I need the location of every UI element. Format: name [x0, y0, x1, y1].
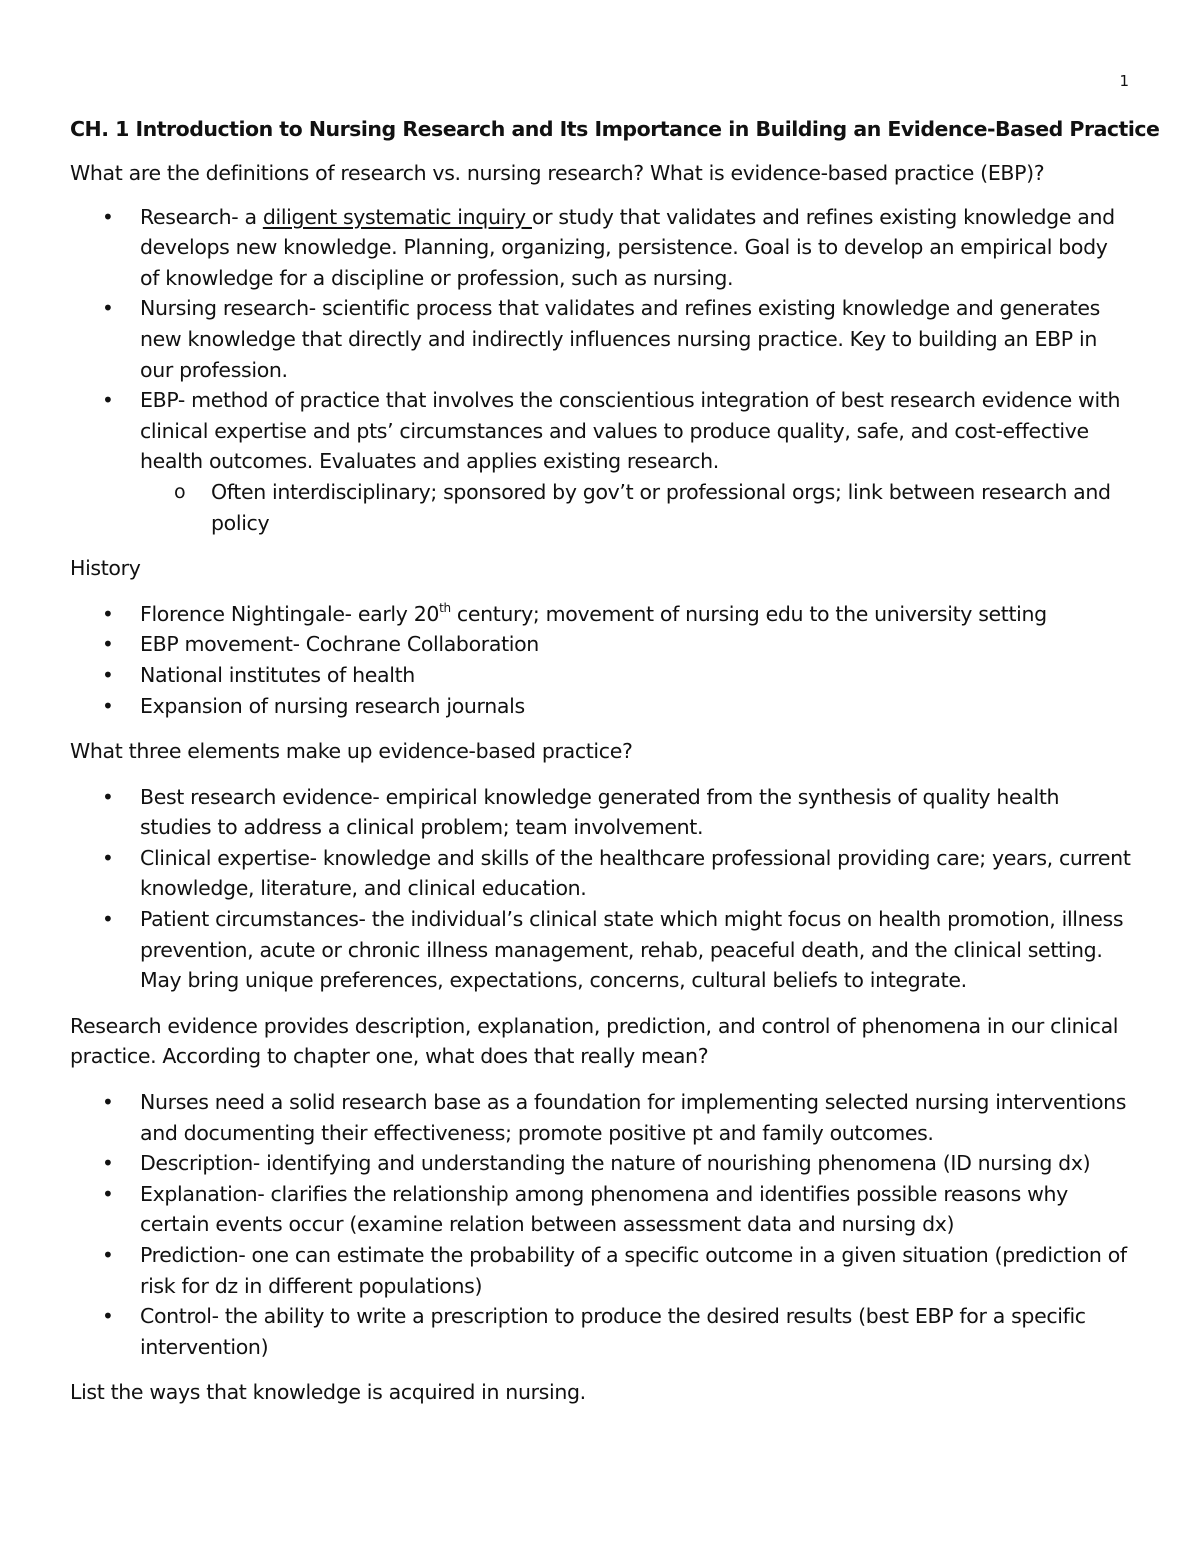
page-title: CH. 1 Introduction to Nursing Research and Its Importance in Building an Evidence-Based Practice [70, 117, 1160, 141]
element-item: Best research evidence- empirical knowledge generated from the synthesis of quality health studies to address a clinical problem; team involvement. [140, 784, 1060, 840]
list-item [70, 1301, 1132, 1362]
research-evidence-list [70, 1087, 1132, 1362]
research-evidence-question: Research evidence provides description, explanation, prediction, and control of phenomena in our clinical practice. According to chapter one, what does that really mean? [70, 1013, 1119, 1069]
research-definition: or study that validates and refines existing knowledge and develops new knowledge. Planning, organizing, persistence. Goal is to develop an empirical body of knowledge for a discipline or profession, such as nursing. [140, 204, 1115, 290]
last-question: List the ways that knowledge is acquired in nursing. [70, 1380, 586, 1405]
list-item [70, 1148, 1132, 1179]
sub-list-item [140, 477, 1132, 538]
list-item [70, 1087, 1132, 1148]
definitions-question: What are the definitions of research vs. nursing research? What is evidence-based practice (EBP)? [70, 161, 1045, 185]
list-item [70, 782, 1132, 843]
bullet-icon: • [102, 907, 114, 932]
bullet-icon: • [102, 296, 114, 321]
list-item [70, 629, 1132, 660]
list-item [70, 843, 1132, 904]
bullet-icon: • [102, 601, 114, 626]
elements-question: What three elements make up evidence-based practice? [70, 739, 633, 764]
bullet-icon: • [102, 632, 114, 657]
sub-bullet-icon: o [174, 480, 186, 503]
list-item [70, 599, 1132, 630]
superscript-th: th [439, 600, 451, 615]
list-item [70, 385, 1132, 538]
history-item: EBP movement- Cochrane Collaboration [140, 632, 539, 657]
elements-list [70, 782, 1132, 996]
evidence-item: Description- identifying and understanding the nature of nourishing phenomena (ID nursing dx) [140, 1151, 1091, 1176]
research-underlined-term: diligent systematic inquiry [262, 204, 532, 229]
history-heading: History [70, 556, 141, 581]
bullet-icon: • [102, 693, 114, 718]
nursing-research-definition: Nursing research- scientific process that validates and refines existing knowledge and generates new knowledge that directly and indirectly influences nursing practice. Key to building an EBP in our profession. [140, 296, 1100, 382]
ebp-sub-text: Often interdisciplinary; sponsored by gov’t or professional orgs; link between research and policy [211, 479, 1111, 535]
list-item [70, 293, 1132, 385]
evidence-item: Prediction- one can estimate the probability of a specific outcome in a given situation (prediction of risk for dz in different populations) [140, 1243, 1127, 1298]
list-item [70, 1240, 1132, 1301]
bullet-icon: • [102, 784, 114, 809]
history-list [70, 599, 1132, 721]
ebp-sublist [140, 477, 1132, 538]
bullet-icon: • [102, 845, 114, 870]
research-lead: Research- a [140, 204, 263, 229]
evidence-item: Nurses need a solid research base as a foundation for implementing selected nursing interventions and documenting their effectiveness; promote positive pt and family outcomes. [140, 1090, 1127, 1145]
bullet-icon: • [102, 662, 114, 687]
list-item [70, 202, 1132, 294]
nightingale-rest: century; movement of nursing edu to the university setting [450, 601, 1047, 626]
evidence-item: Explanation- clarifies the relationship among phenomena and identifies possible reasons why certain events occur (examine relation between assessment data and nursing dx) [140, 1181, 1068, 1237]
document-body [70, 112, 1160, 1423]
bullet-icon: • [102, 204, 114, 229]
list-item [70, 691, 1132, 722]
history-item: Expansion of nursing research journals [140, 693, 525, 718]
bullet-icon: • [102, 1181, 114, 1206]
bullet-icon: • [102, 1090, 114, 1115]
list-item [70, 660, 1132, 691]
list-item [70, 904, 1132, 996]
definitions-list [70, 202, 1132, 539]
list-item [70, 1179, 1132, 1240]
element-item: Patient circumstances- the individual’s clinical state which might focus on health promotion, illness prevention, acute or chronic illness management, rehab, peaceful death, and the clinical setting. May bring unique preferences, expectations, concerns, cultural beliefs to integrate. [140, 907, 1124, 993]
bullet-icon: • [102, 388, 114, 413]
history-item: National institutes of health [140, 662, 415, 687]
element-item: Clinical expertise- knowledge and skills of the healthcare professional providing care; years, current knowledge, literature, and clinical education. [140, 845, 1131, 901]
bullet-icon: • [102, 1243, 114, 1267]
bullet-icon: • [102, 1304, 114, 1329]
ebp-definition: EBP- method of practice that involves the conscientious integration of best research evidence with clinical expertise and pts’ circumstances and values to produce quality, safe, and cost-effective health outcomes. Evaluates and applies existing research. [140, 388, 1121, 474]
bullet-icon: • [102, 1151, 114, 1176]
nightingale-lead: Florence Nightingale- early 20 [140, 601, 440, 626]
page-number: 1 [1119, 72, 1129, 90]
evidence-item: Control- the ability to write a prescription to produce the desired results (best EBP for a specific intervention) [140, 1304, 1086, 1359]
